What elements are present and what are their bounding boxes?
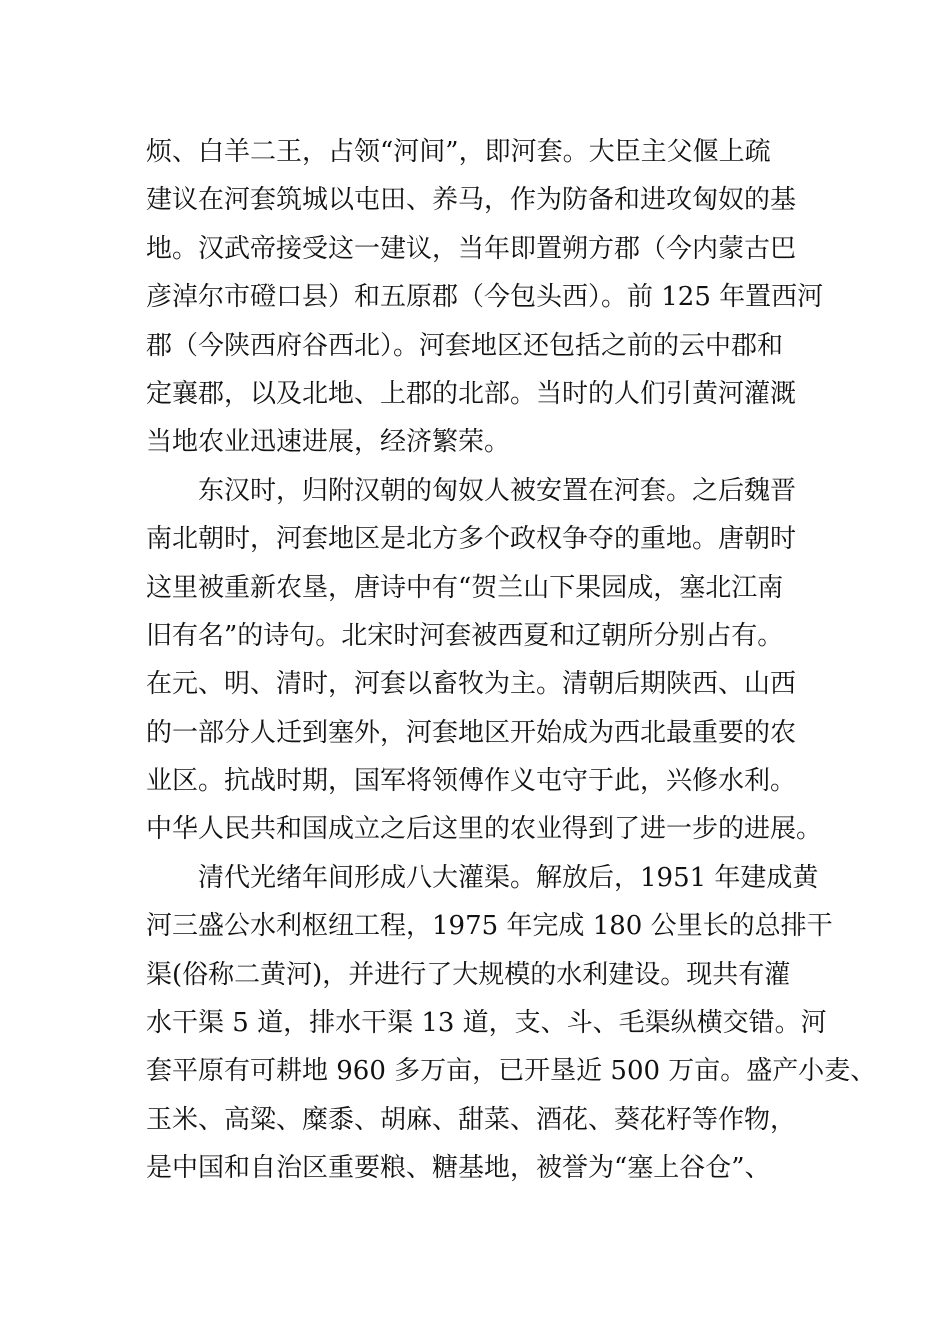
text-line: 套平原有可耕地 960 多万亩，已开垦近 500 万亩。盛产小麦、 [146, 1056, 877, 1087]
text-line: 水干渠 5 道，排水干渠 13 道，支、斗、毛渠纵横交错。河 [146, 1008, 827, 1039]
text-line: 烦、白羊二王，占领“河间”，即河套。大臣主父偃上疏 [146, 137, 771, 167]
text-line: 建议在河套筑城以屯田、养马，作为防备和进攻匈奴的基 [146, 185, 797, 216]
text-line: 玉米、高粱、糜黍、胡麻、甜菜、酒花、葵花籽等作物， [146, 1104, 797, 1135]
document-body [146, 128, 877, 1193]
text-line: 是中国和自治区重要粮、糖基地，被誉为“塞上谷仓”、 [146, 1153, 771, 1184]
text-line: 郡（今陕西府谷西北）。河套地区还包括之前的云中郡和 [146, 330, 784, 361]
paragraph [146, 128, 826, 467]
paragraph [146, 854, 877, 1193]
text-line: 彦淖尔市磴口县）和五原郡（今包头西）。前 125 年置西河 [146, 282, 824, 313]
text-line: 旧有名”的诗句。北宋时河套被西夏和辽朝所分别占有。 [146, 620, 784, 651]
text-line: 渠(俗称二黄河)，并进行了大规模的水利建设。现共有灌 [146, 959, 791, 990]
text-line: 在元、明、清时，河套以畜牧为主。清朝后期陕西、山西 [146, 669, 797, 700]
text-line: 清代光绪年间形成八大灌渠。解放后，1951 年建成黄 [198, 862, 819, 893]
text-line: 这里被重新农垦，唐诗中有“贺兰山下果园成，塞北江南 [146, 572, 784, 603]
text-line: 东汉时，归附汉朝的匈奴人被安置在河套。之后魏晋 [198, 475, 797, 506]
text-line: 南北朝时，河套地区是北方多个政权争夺的重地。唐朝时 [146, 524, 797, 555]
text-line: 河三盛公水利枢纽工程，1975 年完成 180 公里长的总排干 [146, 911, 833, 942]
paragraph [146, 467, 826, 854]
text-line: 地。汉武帝接受这一建议，当年即置朔方郡（今内蒙古巴 [146, 233, 797, 264]
text-line: 当地农业迅速进展，经济繁荣。 [146, 427, 511, 458]
text-line: 定襄郡，以及北地、上郡的北部。当时的人们引黄河灌溉 [146, 378, 797, 409]
text-line: 中华人民共和国成立之后这里的农业得到了进一步的进展。 [146, 814, 823, 845]
text-line: 的一部分人迁到塞外，河套地区开始成为西北最重要的农 [146, 717, 797, 748]
text-line: 业区。抗战时期，国军将领傅作义屯守于此，兴修水利。 [146, 766, 797, 797]
